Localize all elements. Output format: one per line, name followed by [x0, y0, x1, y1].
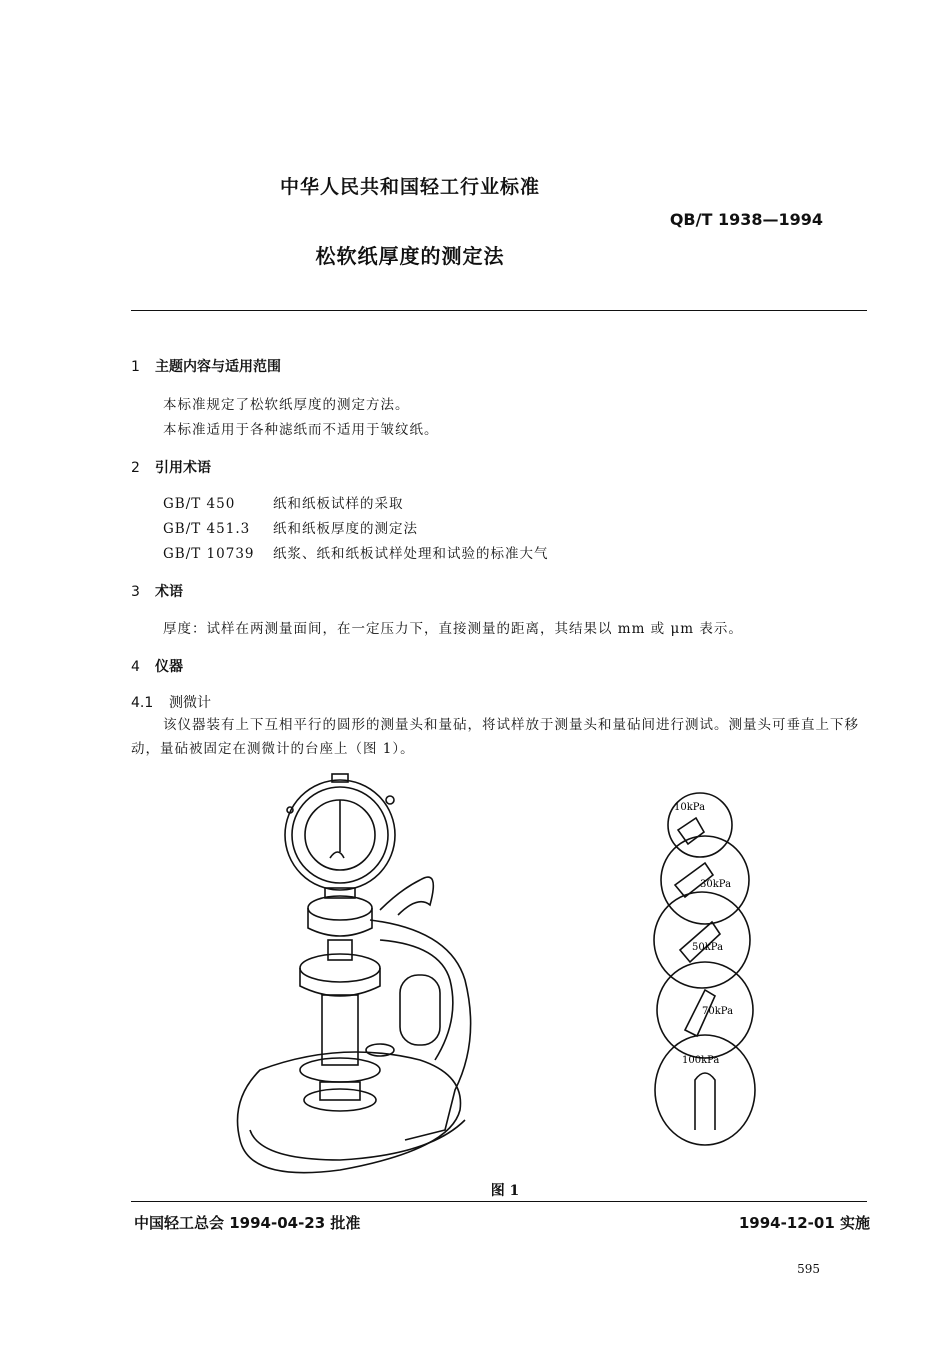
- paragraph: 本标准规定了松软纸厚度的测定方法。: [163, 397, 410, 413]
- reference-title: 纸和纸板试样的采取: [273, 496, 404, 512]
- weight-label-100kpa: 100kPa: [682, 1055, 720, 1066]
- document-title: 松软纸厚度的测定法: [315, 244, 505, 268]
- effective-date: 1994-12-01 实施: [738, 1214, 870, 1232]
- section-2-heading: [131, 457, 211, 477]
- reference-code: GB/T 451.3: [163, 521, 251, 537]
- standard-code: QB/T 1938—1994: [669, 210, 823, 229]
- footer-divider: [131, 1201, 867, 1202]
- section-heading-text: 仪器: [155, 659, 183, 675]
- weight-label-10kpa: 10kPa: [674, 802, 706, 813]
- figure-caption: 图 1: [490, 1183, 520, 1199]
- section-heading-text: 术语: [155, 584, 183, 600]
- micrometer-illustration: [230, 770, 490, 1180]
- section-number: 1: [131, 359, 140, 375]
- section-4-heading: [131, 656, 183, 676]
- weight-label-50kpa: 50kPa: [692, 942, 724, 953]
- page-number: 595: [797, 1262, 820, 1276]
- section-3-heading: [131, 581, 183, 601]
- paragraph: 该仪器装有上下互相平行的圆形的测量头和量砧，将试样放于测量头和量砧间进行测试。测量头可垂直上下移动，量砧被固定在测微计的台座上（图 1）。: [131, 717, 859, 757]
- reference-code: GB/T 450: [163, 496, 236, 512]
- reference-item: [163, 492, 404, 512]
- section-heading-text: 测微计: [169, 695, 211, 711]
- header-divider: [131, 310, 867, 311]
- section-number: 4: [131, 659, 140, 675]
- section-number: 4.1: [131, 695, 154, 711]
- section-4-1-heading: [131, 692, 211, 712]
- paragraph: 本标准适用于各种滤纸而不适用于皱纹纸。: [163, 422, 439, 438]
- weights-illustration: [650, 790, 780, 1150]
- reference-item: [163, 542, 549, 562]
- section-1-heading: [131, 356, 281, 376]
- weight-label-70kpa: 70kPa: [702, 1006, 734, 1017]
- weight-label-30kpa: 30kPa: [700, 879, 732, 890]
- section-number: 3: [131, 584, 140, 600]
- organization-title: 中华人民共和国轻工行业标准: [279, 176, 540, 198]
- section-number: 2: [131, 460, 140, 476]
- section-heading-text: 引用术语: [155, 460, 211, 476]
- reference-title: 纸和纸板厚度的测定法: [273, 521, 418, 537]
- reference-code: GB/T 10739: [163, 546, 255, 562]
- approval-date: 中国轻工总会 1994-04-23 批准: [134, 1214, 361, 1232]
- reference-item: [163, 517, 418, 537]
- reference-title: 纸浆、纸和纸板试样处理和试验的标准大气: [273, 546, 549, 562]
- section-heading-text: 主题内容与适用范围: [155, 359, 281, 375]
- paragraph: 厚度：试样在两测量面间，在一定压力下，直接测量的距离，其结果以 mm 或 μm 表示。: [163, 621, 743, 637]
